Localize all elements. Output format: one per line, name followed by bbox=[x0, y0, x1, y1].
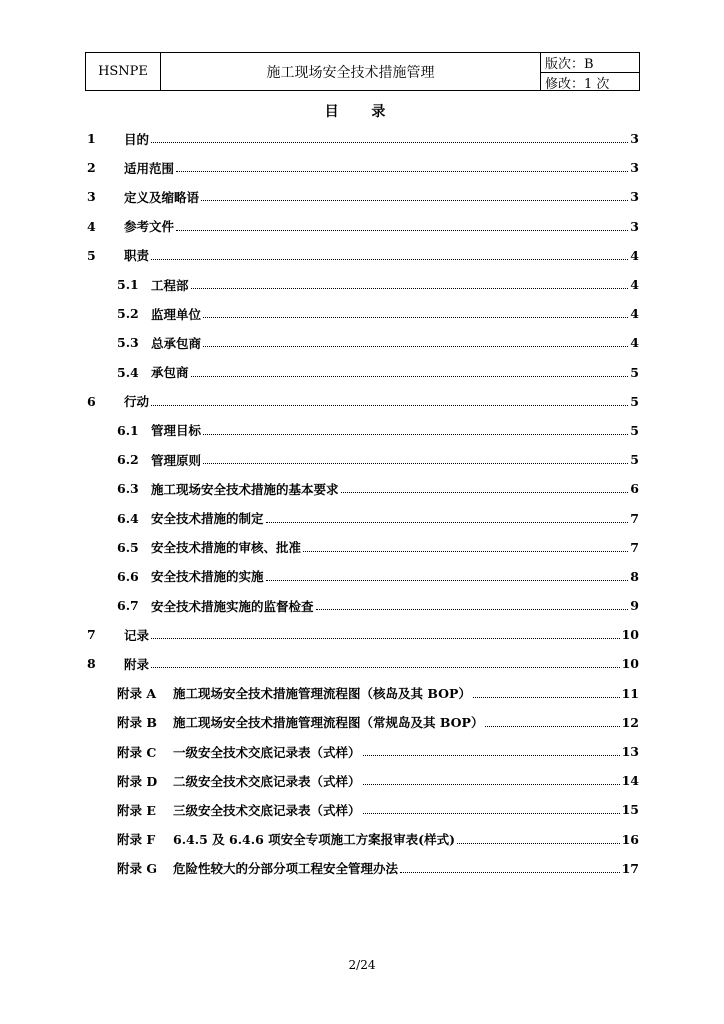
version-info bbox=[541, 53, 639, 90]
toc-leader-dots bbox=[151, 638, 620, 639]
toc-entry-page: 3 bbox=[630, 218, 639, 234]
toc-leader-dots bbox=[203, 434, 628, 435]
toc-leader-dots bbox=[457, 843, 620, 844]
page-number: 2/24 bbox=[348, 958, 376, 972]
toc-entry-number: 5.4 bbox=[117, 364, 139, 380]
toc-entry-page: 13 bbox=[621, 744, 639, 760]
toc-entry-page: 4 bbox=[630, 306, 639, 322]
toc-entry-label: 安全技术措施的制定 bbox=[151, 511, 264, 527]
toc-entry[interactable] bbox=[87, 328, 639, 357]
toc-entry-number: 5 bbox=[87, 247, 96, 263]
toc-entry-number: 6.1 bbox=[117, 422, 139, 438]
toc-entry-number: 5.1 bbox=[117, 277, 139, 293]
toc-entry-page: 15 bbox=[621, 802, 639, 818]
toc-entry-label: 管理原则 bbox=[151, 452, 202, 468]
toc-entry-label: 监理单位 bbox=[151, 306, 202, 322]
toc-entry-label: 施工现场安全技术措施管理流程图（常规岛及其 BOP） bbox=[173, 715, 484, 731]
toc-entry-label: 职责 bbox=[124, 248, 150, 264]
toc-entry-page: 4 bbox=[630, 335, 639, 351]
toc-entry-number: 6.7 bbox=[117, 598, 139, 614]
toc-entry-label: 二级安全技术交底记录表（式样） bbox=[173, 773, 361, 789]
toc-entry-label: 6.4.5 及 6.4.6 项安全专项施工方案报审表(样式) bbox=[173, 832, 455, 848]
toc-leader-dots bbox=[203, 317, 628, 318]
toc-entry[interactable] bbox=[87, 649, 639, 678]
toc-entry-number: 6.5 bbox=[117, 539, 139, 555]
toc-entry-label: 工程部 bbox=[151, 277, 189, 293]
toc-entry-page: 4 bbox=[630, 247, 639, 263]
toc-entry-page: 11 bbox=[621, 685, 639, 701]
toc-entry-number: 8 bbox=[87, 656, 96, 672]
toc-entry-number: 6.3 bbox=[117, 481, 139, 497]
toc-entry-page: 5 bbox=[630, 364, 639, 380]
toc-entry-number: 附录 C bbox=[117, 744, 157, 760]
toc-entry-number: 3 bbox=[87, 189, 96, 205]
toc-leader-dots bbox=[203, 346, 628, 347]
toc-entry-label: 记录 bbox=[124, 627, 150, 643]
table-of-contents bbox=[87, 124, 639, 883]
toc-leader-dots bbox=[341, 492, 629, 493]
toc-entry-number: 7 bbox=[87, 627, 96, 643]
toc-leader-dots bbox=[191, 376, 629, 377]
toc-entry-label: 目的 bbox=[124, 131, 150, 147]
toc-entry-number: 附录 D bbox=[117, 773, 158, 789]
toc-entry-number: 1 bbox=[87, 131, 96, 147]
toc-entry-label: 参考文件 bbox=[124, 219, 175, 235]
toc-leader-dots bbox=[201, 200, 628, 201]
toc-entry[interactable] bbox=[87, 124, 639, 153]
toc-entry[interactable] bbox=[87, 854, 639, 883]
toc-entry-label: 总承包商 bbox=[151, 335, 202, 351]
toc-entry[interactable] bbox=[87, 708, 639, 737]
toc-entry-page: 3 bbox=[630, 160, 639, 176]
toc-entry-label: 行动 bbox=[124, 394, 150, 410]
toc-entry-label: 危险性较大的分部分项工程安全管理办法 bbox=[173, 861, 399, 877]
toc-leader-dots bbox=[203, 463, 628, 464]
toc-entry[interactable] bbox=[87, 679, 639, 708]
toc-entry-label: 适用范围 bbox=[124, 160, 175, 176]
toc-title: 目 录 bbox=[324, 104, 400, 120]
document-code: HSNPE bbox=[86, 53, 161, 90]
toc-entry-page: 3 bbox=[630, 131, 639, 147]
toc-leader-dots bbox=[266, 580, 629, 581]
toc-entry[interactable] bbox=[87, 766, 639, 795]
toc-entry-label: 施工现场安全技术措施的基本要求 bbox=[151, 481, 339, 497]
toc-entry-number: 5.2 bbox=[117, 306, 139, 322]
toc-entry[interactable] bbox=[87, 387, 639, 416]
toc-leader-dots bbox=[316, 609, 629, 610]
toc-entry[interactable] bbox=[87, 620, 639, 649]
toc-entry-page: 16 bbox=[621, 831, 639, 847]
toc-entry-page: 10 bbox=[621, 627, 639, 643]
toc-entry-number: 4 bbox=[87, 218, 96, 234]
toc-leader-dots bbox=[473, 697, 620, 698]
toc-entry-label: 定义及缩略语 bbox=[124, 189, 200, 205]
toc-leader-dots bbox=[303, 551, 628, 552]
toc-entry-page: 10 bbox=[621, 656, 639, 672]
toc-entry-label: 承包商 bbox=[151, 365, 189, 381]
toc-leader-dots bbox=[400, 872, 620, 873]
toc-entry-number: 附录 F bbox=[117, 832, 156, 848]
toc-entry-number: 6 bbox=[87, 393, 96, 409]
toc-entry-number: 附录 E bbox=[117, 802, 156, 818]
toc-entry-number: 附录 B bbox=[117, 715, 157, 731]
toc-entry-label: 管理目标 bbox=[151, 423, 202, 439]
toc-leader-dots bbox=[363, 813, 620, 814]
toc-entry-number: 6.2 bbox=[117, 452, 139, 468]
toc-entry-page: 5 bbox=[630, 393, 639, 409]
toc-entry-page: 5 bbox=[630, 452, 639, 468]
toc-entry-number: 附录 G bbox=[117, 861, 158, 877]
toc-entry[interactable] bbox=[87, 358, 639, 387]
toc-leader-dots bbox=[151, 667, 620, 668]
toc-entry-page: 7 bbox=[630, 539, 639, 555]
toc-entry-label: 三级安全技术交底记录表（式样） bbox=[173, 802, 361, 818]
revision-label: 修改：1 次 bbox=[545, 77, 610, 92]
version-label: 版次：B bbox=[541, 53, 639, 73]
toc-entry[interactable] bbox=[87, 533, 639, 562]
toc-entry-page: 9 bbox=[630, 598, 639, 614]
toc-entry-label: 安全技术措施实施的监督检查 bbox=[151, 598, 314, 614]
document-title: 施工现场安全技术措施管理 bbox=[161, 53, 541, 90]
toc-entry-page: 3 bbox=[630, 189, 639, 205]
toc-leader-dots bbox=[176, 230, 628, 231]
toc-entry[interactable] bbox=[87, 825, 639, 854]
toc-entry-page: 5 bbox=[630, 422, 639, 438]
toc-entry-label: 安全技术措施的实施 bbox=[151, 569, 264, 585]
toc-entry[interactable] bbox=[87, 270, 639, 299]
toc-leader-dots bbox=[151, 259, 628, 260]
toc-entry-number: 6.6 bbox=[117, 568, 139, 584]
toc-entry-page: 4 bbox=[630, 277, 639, 293]
toc-leader-dots bbox=[485, 726, 619, 727]
toc-entry-page: 17 bbox=[621, 860, 639, 876]
toc-entry[interactable] bbox=[87, 445, 639, 474]
toc-entry[interactable] bbox=[87, 591, 639, 620]
toc-entry[interactable] bbox=[87, 241, 639, 270]
toc-entry-page: 8 bbox=[630, 568, 639, 584]
toc-leader-dots bbox=[363, 784, 620, 785]
toc-entry[interactable] bbox=[87, 737, 639, 766]
toc-entry-number: 附录 A bbox=[117, 686, 157, 702]
toc-entry[interactable] bbox=[87, 212, 639, 241]
toc-entry-label: 附录 bbox=[124, 656, 150, 672]
toc-entry-number: 2 bbox=[87, 160, 96, 176]
toc-leader-dots bbox=[191, 288, 629, 289]
document-header bbox=[85, 52, 640, 91]
toc-entry[interactable] bbox=[87, 795, 639, 824]
toc-entry[interactable] bbox=[87, 562, 639, 591]
toc-entry[interactable] bbox=[87, 416, 639, 445]
toc-entry[interactable] bbox=[87, 153, 639, 182]
toc-entry[interactable] bbox=[87, 182, 639, 211]
toc-entry[interactable] bbox=[87, 299, 639, 328]
toc-entry-number: 5.3 bbox=[117, 335, 139, 351]
toc-leader-dots bbox=[151, 142, 628, 143]
toc-leader-dots bbox=[176, 171, 628, 172]
toc-entry-label: 安全技术措施的审核、批准 bbox=[151, 540, 302, 556]
toc-leader-dots bbox=[151, 405, 628, 406]
toc-entry-label: 一级安全技术交底记录表（式样） bbox=[173, 744, 361, 760]
toc-entry-page: 12 bbox=[621, 714, 639, 730]
toc-entry-number: 6.4 bbox=[117, 510, 139, 526]
toc-entry-label: 施工现场安全技术措施管理流程图（核岛及其 BOP） bbox=[173, 686, 471, 702]
toc-entry-page: 6 bbox=[630, 481, 639, 497]
toc-entry[interactable] bbox=[87, 474, 639, 503]
toc-leader-dots bbox=[363, 755, 620, 756]
toc-entry-page: 14 bbox=[621, 773, 639, 789]
toc-entry[interactable] bbox=[87, 503, 639, 532]
toc-leader-dots bbox=[266, 522, 629, 523]
toc-entry-page: 7 bbox=[630, 510, 639, 526]
